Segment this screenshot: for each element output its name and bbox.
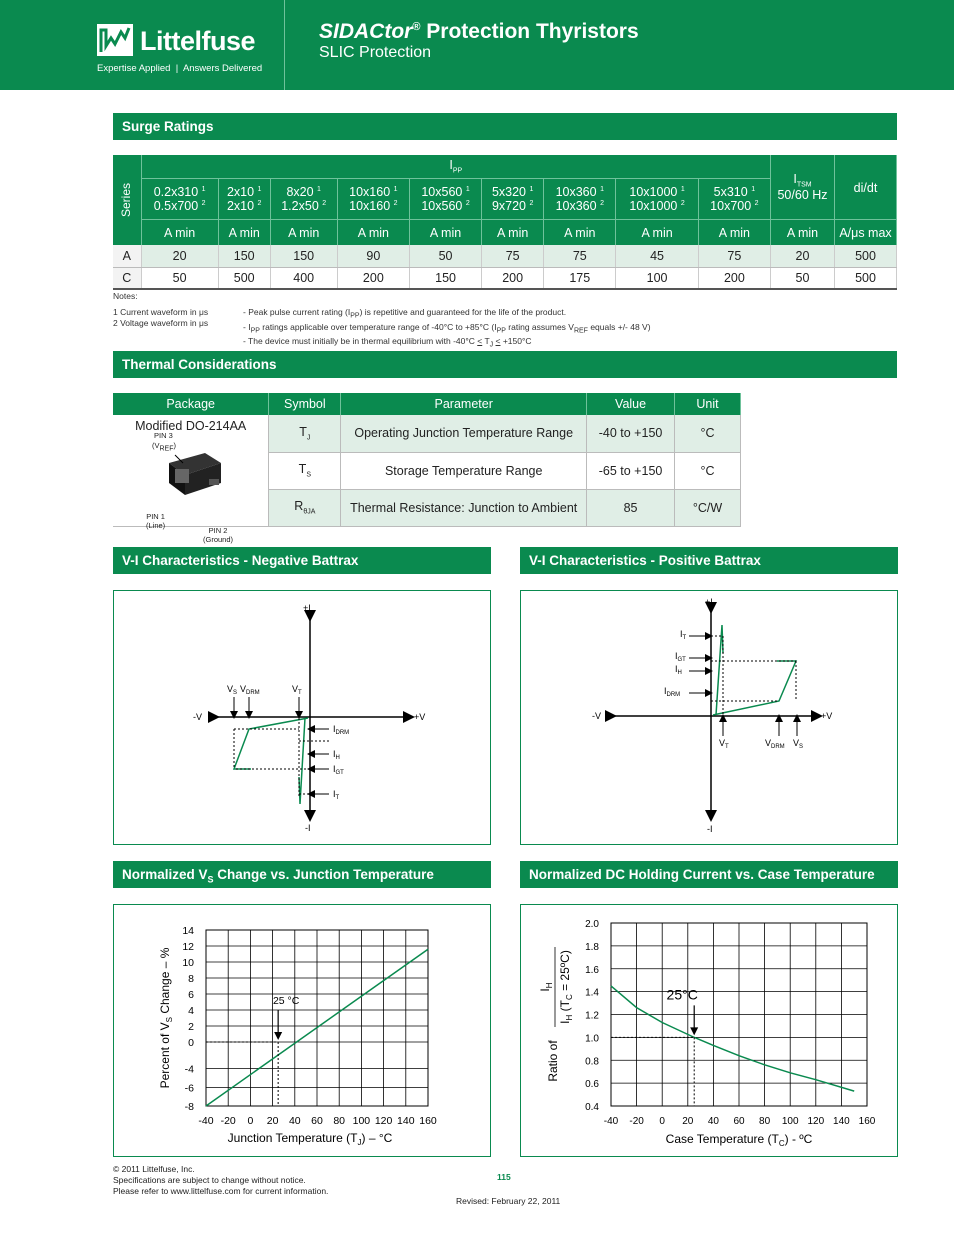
x-tick-label: 120	[807, 1116, 825, 1127]
y-tick-label: -4	[184, 1063, 194, 1076]
y-axis-label: Percent of $V_S$ Change – %	[158, 947, 174, 1089]
waveform-header: 10x360 $^1$ 10x360 $^2$	[544, 178, 616, 220]
table-cell: 100	[616, 267, 698, 289]
table-cell: 200	[698, 267, 770, 289]
x-tick-label: -20	[629, 1116, 644, 1127]
y-axis-label-ih: $I_H$	[538, 982, 554, 992]
unit-header: A min	[544, 220, 616, 245]
vi-pos-plus-i: +I	[705, 597, 713, 607]
vi-pos-idrm: $I_{DRM}$	[664, 686, 681, 698]
y-tick-label: 14	[182, 925, 194, 937]
brand-name: Littelfuse	[140, 26, 256, 56]
x-tick-label: -40	[198, 1115, 214, 1127]
y-tick-label: 0.6	[585, 1079, 599, 1091]
chart-normalized-vs	[114, 905, 490, 1156]
page-subtitle: SLIC Protection	[319, 44, 432, 61]
unit-header: A min	[218, 220, 270, 245]
page-header	[0, 0, 954, 90]
param-rja: Thermal Resistance: Junction to Ambient	[341, 489, 587, 526]
brand-tagline: Expertise Applied | Answers Delivered	[97, 63, 263, 74]
y-tick-label: 1.4	[585, 987, 599, 999]
vi-neg-minus-i: -I	[305, 823, 311, 833]
section-normalized-vs: Normalized $V_S$ Change vs. Junction Temperature	[113, 861, 491, 888]
vi-neg-ih: $I_H$	[333, 749, 340, 761]
vi-neg-idrm: $I_{DRM}$	[333, 724, 350, 736]
vi-negative-diagram	[113, 590, 491, 845]
vi-neg-vdrm: $V_{DRM}$	[240, 684, 260, 696]
section-normalized-ih: Normalized DC Holding Current vs. Case Temperature	[520, 861, 898, 888]
y-tick-label: 8	[188, 973, 194, 985]
vi-pos-minus-i: -I	[707, 824, 713, 834]
section-surge-ratings: Surge Ratings	[113, 113, 897, 140]
revision-date: Revised: February 22, 2011	[456, 1196, 561, 1206]
table-row	[113, 245, 897, 267]
table-cell: 200	[337, 267, 409, 289]
table-cell: 50	[409, 245, 481, 267]
param-ts: Storage Temperature Range	[341, 452, 587, 489]
unit-rja: °C/W	[675, 489, 741, 526]
table-cell: 50	[141, 267, 218, 289]
itsm-header: $I_{TSM}$ 50/60 Hz	[771, 155, 835, 220]
table-cell: 45	[616, 245, 698, 267]
x-tick-label: 60	[311, 1115, 323, 1127]
value-ts: -65 to +150	[587, 452, 675, 489]
x-tick-label: -40	[603, 1116, 619, 1127]
vi-pos-ih: $I_H$	[675, 664, 682, 676]
page-title: SIDACtor® Protection Thyristors	[319, 20, 639, 43]
value-tj: -40 to +150	[587, 415, 675, 452]
littelfuse-logo-icon	[97, 24, 133, 56]
unit-header: A min	[771, 220, 835, 245]
waveform-header: 5x320 $^1$ 9x720 $^2$	[482, 178, 544, 220]
pin3-sub: $(V_{REF})$	[152, 441, 176, 453]
y-tick-label: 4	[188, 1005, 194, 1017]
table-cell: 90	[337, 245, 409, 267]
th-value: Value	[587, 393, 675, 415]
y-tick-label: 6	[188, 989, 194, 1001]
vi-neg-vs: $V_S$	[227, 684, 238, 696]
y-tick-label: 2.0	[585, 919, 599, 930]
surge-ratings-table	[113, 155, 897, 290]
symbol-ts: $T_S$	[269, 452, 341, 489]
vi-pos-vt: $V_T$	[719, 738, 729, 750]
annotation-label: 25 °C	[272, 995, 300, 1007]
param-tj: Operating Junction Temperature Range	[341, 415, 587, 452]
waveform-header: 10x160 $^1$ 10x160 $^2$	[337, 178, 409, 220]
thermal-table	[113, 393, 741, 544]
x-tick-label: 40	[707, 1116, 719, 1127]
annotation-arrowhead	[690, 1027, 698, 1035]
th-unit: Unit	[675, 393, 741, 415]
table-cell: 200	[482, 267, 544, 289]
annotation-label: 25°C	[666, 986, 698, 1003]
x-axis-label: Case Temperature $(T_C)$ - ºC	[665, 1132, 813, 1148]
vi-positive-svg	[521, 591, 897, 844]
y-tick-label: 10	[182, 957, 194, 969]
y-tick-label: 1.2	[585, 1010, 599, 1022]
th-symbol: Symbol	[269, 393, 341, 415]
unit-header: A min	[141, 220, 218, 245]
y-tick-label: 2	[188, 1021, 194, 1033]
vi-pos-it: $I_T$	[680, 629, 687, 641]
unit-header: A min	[270, 220, 337, 245]
logo-area	[0, 0, 285, 90]
table-cell: 175	[544, 267, 616, 289]
section-vi-positive: V-I Characteristics - Positive Battrax	[520, 547, 898, 574]
notes: Notes: 1 Current waveform in μs 2 Voltage waveform in μs	[113, 291, 209, 328]
vi-neg-vt: $V_T$	[292, 684, 302, 696]
notes-remarks: - Peak pulse current rating $(I_{PP})$ is repetitive and guaranteed for the life of the product. - $I_{PP}$ ratings applicable over temperature range of -40°C to +85°C ($I_{PP}$ rating assumes $V_{REF}$ equals +/- 48 V) - The device must initially be in thermal equilibrium with $-40^\circ C < T_J < +150^\circ C$	[243, 307, 651, 350]
pin2-label: PIN 2 (Ground)	[203, 526, 234, 544]
waveform-header: 5x310 $^1$ 10x700 $^2$	[698, 178, 770, 220]
unit-header: A min	[616, 220, 698, 245]
unit-header: A/μs max	[835, 220, 897, 245]
series-line	[611, 986, 854, 1091]
vi-pos-vdrm: $V_{DRM}$	[765, 738, 785, 750]
vi-pos-vs: $V_S$	[793, 738, 804, 750]
table-cell: 400	[270, 267, 337, 289]
y-axis-label-ratio: Ratio of	[546, 1040, 560, 1082]
package-cell	[113, 415, 269, 544]
vi-neg-plus-i: +I	[303, 603, 311, 613]
package-name: Modified DO-214AA	[135, 419, 247, 433]
pin1-label: PIN 1 (Line)	[146, 512, 166, 530]
vi-positive-diagram	[520, 590, 898, 845]
table-cell: 150	[270, 245, 337, 267]
section-thermal: Thermal Considerations	[113, 351, 897, 378]
unit-header: A min	[482, 220, 544, 245]
y-tick-label: 1.8	[585, 941, 599, 953]
x-tick-label: -20	[220, 1115, 236, 1127]
table-cell: 75	[698, 245, 770, 267]
page-number: 115	[497, 1172, 511, 1182]
symbol-rja: $R_{\theta JA}$	[269, 489, 341, 526]
x-tick-label: 160	[858, 1116, 876, 1127]
y-tick-label: 0	[188, 1037, 194, 1049]
x-tick-label: 60	[733, 1116, 745, 1127]
table-cell: 75	[482, 245, 544, 267]
unit-header: A min	[409, 220, 481, 245]
y-tick-label: 12	[182, 941, 194, 953]
unit-row	[113, 220, 897, 245]
x-tick-label: 20	[266, 1115, 279, 1127]
x-tick-label: 100	[352, 1115, 371, 1127]
waveform-header: 0.2x310 $^1$ 0.5x700 $^2$	[141, 178, 218, 220]
x-tick-label: 160	[419, 1115, 437, 1127]
y-tick-label: 0.8	[585, 1056, 599, 1068]
x-tick-label: 0	[659, 1116, 665, 1127]
vi-neg-igt: $I_{GT}$	[333, 764, 344, 776]
table-cell: 150	[218, 245, 270, 267]
vi-neg-it: $I_T$	[333, 789, 340, 801]
vi-negative-svg	[114, 591, 490, 844]
th-parameter: Parameter	[341, 393, 587, 415]
x-tick-label: 20	[682, 1116, 694, 1127]
value-rja: 85	[587, 489, 675, 526]
didt-header: di/dt	[835, 155, 897, 220]
table-cell: 500	[218, 267, 270, 289]
table-row	[113, 267, 897, 289]
table-cell: 500	[835, 267, 897, 289]
table-cell: 20	[141, 245, 218, 267]
waveform-header: 10x560 $^1$ 10x560 $^2$	[409, 178, 481, 220]
vi-neg-plus-v: +V	[414, 712, 426, 722]
series-header: Series	[113, 155, 141, 245]
chart-normalized-ih	[521, 905, 897, 1156]
footer-info: © 2011 Littelfuse, Inc. Specifications are subject to change without notice. Please refer to www.littelfuse.com for current information.	[113, 1164, 329, 1196]
table-cell: 75	[544, 245, 616, 267]
table-cell: 500	[835, 245, 897, 267]
y-tick-label: 1.0	[585, 1033, 599, 1045]
section-vi-negative: V-I Characteristics - Negative Battrax	[113, 547, 491, 574]
x-tick-label: 40	[288, 1115, 301, 1127]
y-tick-label: 0.4	[585, 1102, 599, 1113]
vi-neg-minus-v: -V	[193, 712, 202, 722]
table-cell: 20	[771, 245, 835, 267]
x-tick-label: 80	[333, 1115, 346, 1127]
y-axis-label-ih-ref: $I_H$ ($T_C$ = 25ºC)	[558, 950, 574, 1024]
ipp-header: $I_{PP}$	[141, 155, 771, 178]
table-cell: 50	[771, 267, 835, 289]
y-tick-label: -8	[184, 1101, 194, 1113]
x-tick-label: 80	[759, 1116, 771, 1127]
x-tick-label: 0	[247, 1115, 254, 1127]
vi-pos-minus-v: -V	[592, 711, 601, 721]
waveform-header: 10x1000 $^1$ 10x1000 $^2$	[616, 178, 698, 220]
x-tick-label: 140	[833, 1116, 850, 1127]
waveform-header: 2x10 $^1$ 2x10 $^2$	[218, 178, 270, 220]
chart-normalized-ih-box	[520, 904, 898, 1157]
series-cell: A	[113, 245, 141, 267]
series-cell: C	[113, 267, 141, 289]
pin3-label: PIN 3	[154, 431, 173, 440]
unit-header: A min	[698, 220, 770, 245]
annotation-arrowhead	[274, 1032, 282, 1040]
package-diagram-icon	[165, 449, 225, 501]
x-tick-label: 140	[397, 1115, 415, 1127]
x-axis-label: Junction Temperature $(T_J) - ^\circ C$	[227, 1131, 393, 1147]
vi-pos-plus-v: +V	[821, 711, 833, 721]
x-tick-label: 120	[374, 1115, 393, 1127]
waveform-header: 8x20 $^1$ 1.2x50 $^2$	[270, 178, 337, 220]
y-tick-label: -6	[184, 1082, 194, 1095]
unit-ts: °C	[675, 452, 741, 489]
symbol-tj: $T_J$	[269, 415, 341, 452]
table-cell: 150	[409, 267, 481, 289]
unit-tj: °C	[675, 415, 741, 452]
unit-header: A min	[337, 220, 409, 245]
th-package: Package	[113, 393, 269, 415]
y-tick-label: 1.6	[585, 964, 599, 976]
vi-pos-igt: $I_{GT}$	[675, 651, 686, 663]
chart-normalized-vs-box	[113, 904, 491, 1157]
x-tick-label: 100	[781, 1116, 799, 1127]
